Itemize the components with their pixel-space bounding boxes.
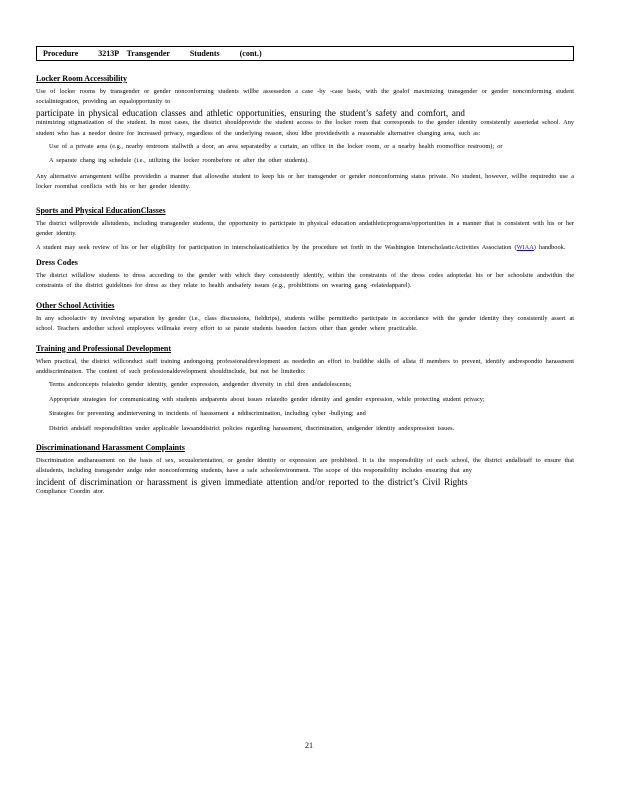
bullet-text: Appropriate strategies for communicating with students andparents about issues relatedto gender identity and gender expression, while protecting student privacy;	[49, 395, 485, 403]
bullet-text: Strategies for preventing andintervening in incidents of harassment a nddiscrimination, including cyber -bullying; and	[49, 410, 366, 418]
locker-paragraph-1b: participate in physical education classes and athletic opportunities, ensuring the student’s safety and comfort, and	[36, 107, 465, 118]
bullet-text: A separate chang ing schedule (i.e., utilizing the locker roombefore or after the other students).	[49, 157, 309, 165]
locker-paragraph-1c: minimizing stigmatization of the student. In most cases, the district shouldprovide the student access to the locker room that corresponds to the gender identity consistently assertedat school. Any student who has a needor desire for increased privacy, regardless of the underlying reason, shou ldbe providedwith a reasonable alternative changing area, such as:	[36, 119, 574, 137]
bullet-icon	[36, 424, 49, 434]
training-bullet-4	[36, 424, 574, 434]
training-heading: Training and Professional Development	[36, 343, 172, 353]
sports-text-a: A student may seek review of his or her eligibility for participation in interscholasticathletics by the procedure set forth in the Washington InterscholasticActivities Association (	[36, 244, 517, 252]
bullet-text: Use of a private area (e.g., nearby restroom stallwith a door, an area separatedby a curtain, an office in the locker room, or a nearby health roomoffice restroom); or	[49, 143, 503, 151]
sports-text-b: ) handbook.	[533, 244, 566, 252]
sports-paragraph-2	[36, 243, 574, 253]
other-activities-heading: Other School Activities	[36, 300, 115, 310]
document-page	[36, 46, 574, 498]
locker-paragraph-2: Any alternative arrangement willbe providedin a manner that allowsthe student to keep his or her transgender or gender nonconforming status private. No student, however, willbe requiredto use a locker roomthat conflicts with his or her gender identity.	[36, 172, 574, 191]
header-word2: Students	[189, 49, 220, 58]
discrimination-paragraph-a: Discrimination andharassment on the basis of sex, sexualorientation, or gender identity or expression are prohibited. It is the responsibility of each school, the district andallstaff to ensure that allstudents, including transgender andge nder nonconforming students, have a safe schoolenvironment. The scope of this responsibility includes ensuring that any	[36, 456, 574, 475]
page-number: 21	[305, 741, 313, 750]
training-bullet-3	[36, 409, 574, 419]
bullet-icon	[36, 142, 49, 152]
header-code: 3213P	[98, 49, 119, 58]
bullet-text: Terms andconcepts relatedto gender identity, gender expression, andgender diversity in chil dren andadolescents;	[49, 381, 352, 389]
wiaa-link[interactable]: WIAA	[516, 244, 534, 252]
header-word1: Transgender	[126, 49, 170, 58]
locker-bullet-2	[36, 156, 574, 166]
training-bullet-1	[36, 380, 574, 390]
bullet-icon	[36, 395, 49, 405]
discrimination-paragraph-c: Compliance Coordin ator.	[36, 488, 105, 496]
training-paragraph: When practical, the district willconduct staff training andongoing professionaldevelopment as neededin an effort to buildthe skills of allsta ff members to prevent, identify andrespondto harassment anddiscrimination. The content of such professionaldevelopment shouldinclude, but not be limitedto:	[36, 357, 574, 375]
bullet-icon	[36, 156, 49, 166]
bullet-text: District andstaff responsibilities under applicable lawsanddistrict policies regarding harassment, discrimination, andgender identity andexpression issues.	[49, 424, 455, 432]
locker-bullet-1	[36, 142, 574, 152]
dress-heading: Dress Codes	[36, 257, 78, 267]
bullet-icon	[36, 409, 49, 419]
dress-paragraph: The district willallow students to dress according to the gender with which they consistently identify, within the constraints of the dress codes adoptedat his or her schoolsite andwithin the constraints of the district guidelines for dress as they relate to health andsafety issues (e.g., prohibitions on wearing gang -relatedapparel).	[36, 271, 574, 290]
bullet-icon	[36, 380, 49, 390]
locker-heading: Locker Room Accessibility	[36, 74, 127, 83]
header-cont: (cont.)	[239, 49, 262, 58]
other-activities-paragraph: In any schoolactiv ity involving separation by gender (i.e., class discussions, fieldtrips), students willbe permittedto participate in accordance with the gender identity they consistently assert at school. Teachers andother school employees willmake every effort to se parate students basedon factors other than gender where practicable.	[36, 314, 574, 333]
sports-paragraph-1: The district willprovide allstudents, including transgender students, the opportunity to participate in physical education andathleticprograms/opportunities in a manner that is consistent with his or her gender identity.	[36, 219, 574, 238]
procedure-header	[36, 46, 574, 61]
sports-heading: Sports and Physical EducationClasses	[36, 205, 166, 215]
training-bullet-2	[36, 395, 574, 405]
locker-paragraph-1a: Use of locker rooms by transgender or gender nonconforming students willbe assessedon a case -by -case basis, with the goalof maximizing transgender or gender nonconforming student socialintegration, providing an equalopportunity to	[36, 88, 574, 106]
discrimination-paragraph-b: incident of discrimination or harassment is given immediate attention and/or reported to the district’s Civil Rights	[36, 476, 468, 487]
header-procedure: Procedure	[43, 49, 79, 58]
discrimination-heading: Discriminationand Harassment Complaints	[36, 442, 185, 452]
